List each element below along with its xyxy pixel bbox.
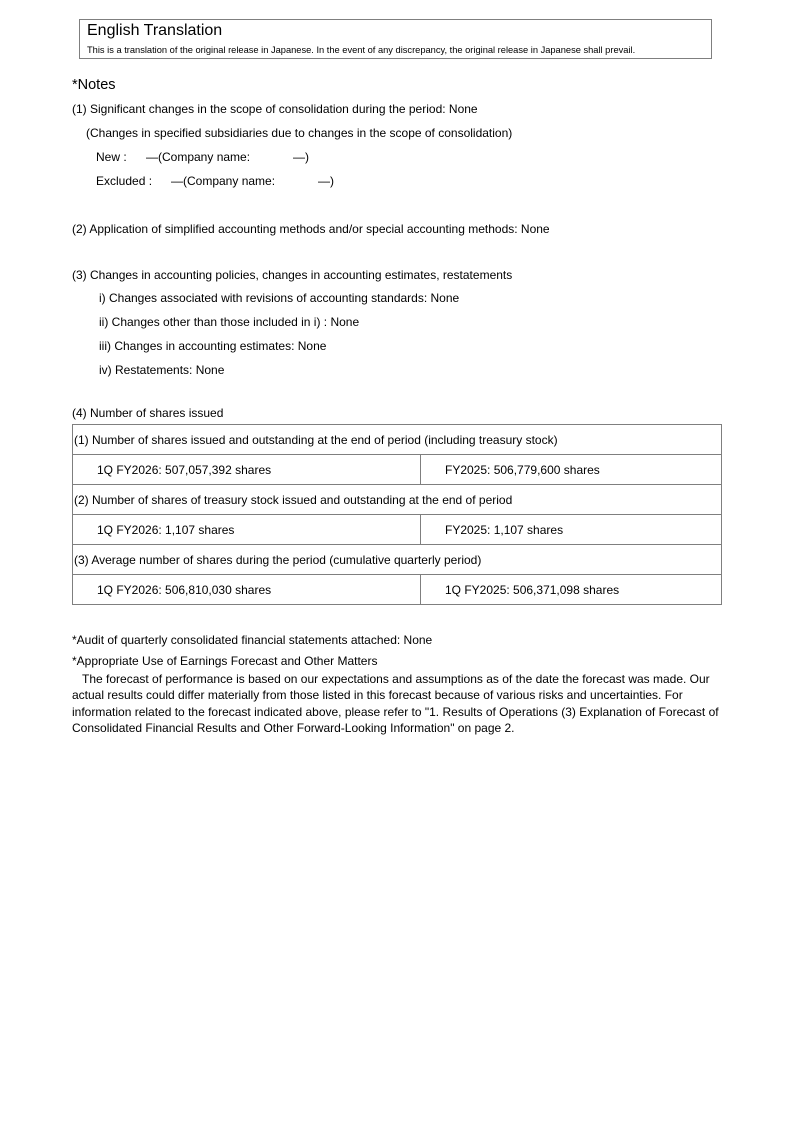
note-3-subitem: i) Changes associated with revisions of accounting standards: None bbox=[99, 291, 460, 305]
new-label: New : bbox=[96, 150, 127, 164]
note-3-subitem: iv) Restatements: None bbox=[99, 363, 225, 377]
shares-current-cell: 1Q FY2026: 1,107 shares bbox=[73, 515, 421, 545]
shares-previous-cell: 1Q FY2025: 506,371,098 shares bbox=[421, 575, 722, 605]
shares-row-header: (2) Number of shares of treasury stock issued and outstanding at the end of period bbox=[73, 485, 722, 515]
shares-table bbox=[72, 424, 722, 605]
table-row bbox=[73, 575, 722, 605]
translation-notice-box bbox=[79, 19, 712, 59]
excluded-label: Excluded : bbox=[96, 174, 153, 188]
shares-previous-cell: FY2025: 506,779,600 shares bbox=[421, 455, 722, 485]
note-4-title: (4) Number of shares issued bbox=[72, 406, 224, 420]
table-row bbox=[73, 485, 722, 515]
header-subtitle: This is a translation of the original release in Japanese. In the event of any discrepancy, the original release in Japanese shall prevail. bbox=[87, 45, 636, 55]
shares-row-header: (1) Number of shares issued and outstanding at the end of period (including treasury stock) bbox=[73, 425, 722, 455]
note-3-subitem: iii) Changes in accounting estimates: None bbox=[99, 339, 327, 353]
note-3-subitem: ii) Changes other than those included in i) : None bbox=[99, 315, 360, 329]
note-1-title: (1) Significant changes in the scope of consolidation during the period: None bbox=[72, 102, 478, 116]
header-title: English Translation bbox=[87, 22, 223, 39]
table-row bbox=[73, 545, 722, 575]
note-2-title: (2) Application of simplified accounting methods and/or special accounting methods: None bbox=[72, 222, 550, 236]
notes-heading: *Notes bbox=[72, 77, 116, 93]
shares-previous-cell: FY2025: 1,107 shares bbox=[421, 515, 722, 545]
forecast-body: The forecast of performance is based on our expectations and assumptions as of the date the forecast was made. Our actual results could differ materially from those listed in this forecast because of various risks and uncertainties. For information related to the forecast indicated above, please refer to "1. Results of Operations (3) Explanation of Forecast of Consolidated Financial Results and Other Forward-Looking Information" on page 2. bbox=[72, 672, 719, 735]
table-row bbox=[73, 515, 722, 545]
note-3-title: (3) Changes in accounting policies, changes in accounting estimates, restatements bbox=[72, 268, 513, 282]
forecast-title: *Appropriate Use of Earnings Forecast and Other Matters bbox=[72, 654, 378, 668]
shares-row-header: (3) Average number of shares during the period (cumulative quarterly period) bbox=[73, 545, 722, 575]
table-row bbox=[73, 425, 722, 455]
note-1-subtitle: (Changes in specified subsidiaries due to changes in the scope of consolidation) bbox=[86, 126, 513, 140]
shares-current-cell: 1Q FY2026: 507,057,392 shares bbox=[73, 455, 421, 485]
excluded-company-dash: —) bbox=[318, 174, 334, 188]
excluded-company-name: —(Company name: bbox=[171, 174, 276, 188]
table-row bbox=[73, 455, 722, 485]
new-company-name: —(Company name: bbox=[146, 150, 251, 164]
new-company-dash: —) bbox=[293, 150, 309, 164]
shares-current-cell: 1Q FY2026: 506,810,030 shares bbox=[73, 575, 421, 605]
audit-note: *Audit of quarterly consolidated financial statements attached: None bbox=[72, 633, 433, 647]
